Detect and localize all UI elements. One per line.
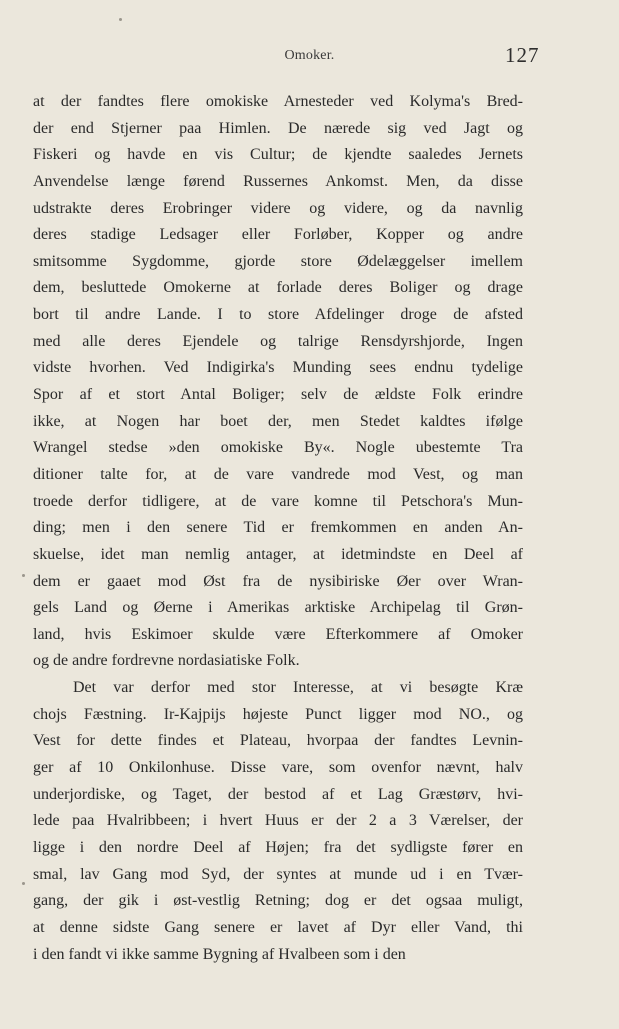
text-line: gang, der gik i øst-vestlig Retning; dog er det ogsaa muligt,	[33, 892, 523, 910]
text-line: ikke, at Nogen har boet der, men Stedet kaldtes ifølge	[33, 412, 523, 430]
text-line: at der fandtes flere omokiske Arnesteder ved Kolyma's Bred-	[33, 93, 523, 110]
paper-speck	[22, 574, 25, 577]
text-line: dem, besluttede Omokerne at forlade deres Boliger og drage	[33, 279, 523, 297]
text-line: Wrangel stedse »den omokiske By«. Nogle ubestemte Tra	[33, 439, 523, 457]
paragraph-1	[33, 89, 523, 675]
text-line: ger af 10 Onkilonhuse. Disse vare, som ovenfor nævnt, halv	[33, 759, 523, 777]
text-line: Anvendelse længe førend Russernes Ankomst. Men, da disse	[33, 172, 523, 190]
text-line: i den fandt vi ikke samme Bygning af Hvalbeen som i den	[33, 945, 406, 963]
text-line: Fiskeri og havde en vis Cultur; de kjendte saaledes Jernets	[33, 146, 523, 164]
text-line: smal, lav Gang mod Syd, der syntes at munde ud i en Tvær-	[33, 865, 523, 883]
text-line: og de andre fordrevne nordasiatiske Folk.	[33, 652, 300, 670]
text-line: land, hvis Eskimoer skulde være Efterkommere af Omoker	[33, 625, 523, 643]
text-line: ditioner talte for, at de vare vandrede mod Vest, og man	[33, 465, 523, 483]
paragraph-2	[33, 675, 523, 968]
text-line: ding; men i den senere Tid er fremkommen en anden An-	[33, 519, 523, 537]
text-line: troede derfor tidligere, at de vare komne til Petschora's Mun-	[33, 492, 523, 510]
text-line: dem er gaaet mod Øst fra de nysibiriske Øer over Wran-	[33, 572, 523, 590]
text-line: gels Land og Øerne i Amerikas arktiske Archipelag til Grøn-	[33, 599, 523, 617]
running-title: Omoker.	[284, 48, 335, 63]
text-line: underjordiske, og Taget, der bestod af et Lag Græstørv, hvi-	[33, 785, 523, 803]
text-line: ligge i den nordre Deel af Højen; fra det sydligste fører en	[33, 838, 523, 856]
text-line: bort til andre Lande. I to store Afdelinger droge de afsted	[33, 306, 523, 324]
text-line: smitsomme Sygdomme, gjorde store Ødelæggelser imellem	[33, 252, 523, 270]
text-line: deres stadige Ledsager eller Forløber, Kopper og andre	[33, 226, 523, 244]
text-line: der end Stjerner paa Himlen. De nærede sig ved Jagt og	[33, 119, 523, 137]
text-line: Det var derfor med stor Interesse, at vi besøgte Kræ	[73, 679, 523, 697]
body-text	[33, 89, 523, 968]
paper-speck	[22, 882, 25, 885]
text-line: udstrakte deres Erobringer videre og videre, og da navnlig	[33, 199, 523, 217]
paper-speck	[119, 18, 122, 21]
text-line: vidste hvorhen. Ved Indigirka's Munding sees endnu tydelige	[33, 359, 523, 377]
text-line: Vest for dette findes et Plateau, hvorpaa der fandtes Levnin-	[33, 732, 523, 750]
text-line: Spor af et stort Antal Boliger; selv de ældste Folk erindre	[33, 386, 523, 404]
text-line: at denne sidste Gang senere er lavet af Dyr eller Vand, thi	[33, 918, 523, 936]
text-line: chojs Fæstning. Ir-Kajpijs højeste Punct ligger mod NO., og	[33, 705, 523, 723]
page-number: 127	[505, 43, 540, 67]
text-line: med alle deres Ejendele og talrige Rensdyrshjorde, Ingen	[33, 332, 523, 350]
text-line: skuelse, idet man nemlig antager, at idetmindste en Deel af	[33, 545, 523, 563]
text-line: lede paa Hvalribbeen; i hvert Huus er der 2 a 3 Værelser, der	[33, 812, 523, 830]
